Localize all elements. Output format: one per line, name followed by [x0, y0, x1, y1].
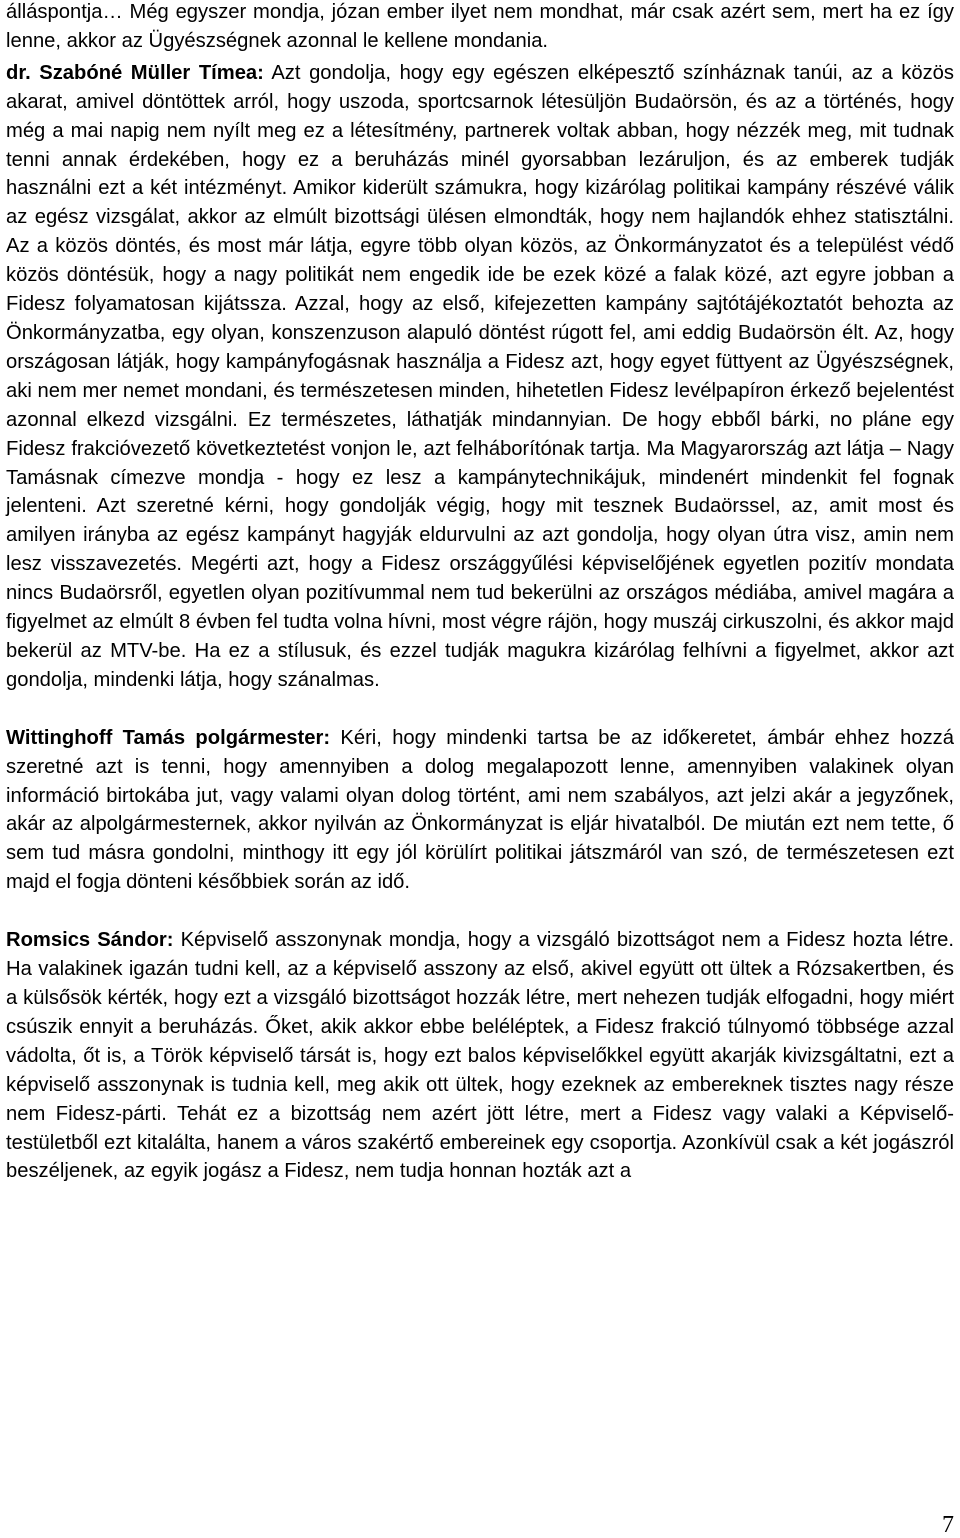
speaker-name: Romsics Sándor:: [6, 929, 174, 952]
page-number: 7: [942, 1512, 954, 1538]
paragraph-text: Képviselő asszonynak mondja, hogy a vizsgáló bizottságot nem a Fidesz hozta létre. Ha valakinek igazán tudni kell, az a képviselő asszony az első, akivel együtt ott ültek a Rózsakertben, és a külsősök kérték, hogy ezt a vizsgáló bizottságot hozzák létre, mert nehezen tudják elfogadni, hogy miért csúszik ennyit a beruházás. Őket, akik akkor ebbe beléléptek, a Fidesz frakció túlnyomó többsége azzal vádolta, őt is, a Török képviselő társát is, hogy ezt balos képviselőkkel együtt akarják kivizsgáltatni, ezt a képviselő asszonynak is tudnia kell, meg akik ott ültek, hogy ezeknek az embereknek tisztes nagy része nem Fidesz-párti. Tehát ez a bizottság nem azért jött létre, mert a Fidesz vagy valaki a Képviselő-testületből ezt kitalálta, hanem a város szakértő embereinek egy csoportja. Azonkívül csak a két jogászról beszéljenek, az egyik jogász a Fidesz, nem tudja honnan hozták azt a: [6, 929, 955, 1183]
paragraph-wittinghoff: [6, 724, 954, 897]
paragraph-text: Azt gondolja, hogy egy egészen elképesztő színháznak tanúi, az a közös akarat, amivel döntöttek arról, hogy uszoda, sportcsarnok létesüljön Budaörsön, és az a történés, hogy még a mai napig nem nyílt meg ez a létesítmény, partnerek voltak abban, hogy nézzék meg, mit tudnak tenni annak érdekében, hogy ez a beruházás minél gyorsabban lezáruljon, és az emberek tudják használni ezt a két intézményt. Amikor kiderült számukra, hogy kizárólag politikai kampány részévé válik az egész vizsgálat, akkor az elmúlt bizottsági ülésen elmondták, hogy nem hajlandók ehhez statisztálni. Az a közös döntés, és most már látja, egyre több olyan közös, az Önkormányzatot és a települést védő közös döntésük, hogy a nagy politikát nem engedik ide be ezek közé a falak közé, azt egyre jobban a Fidesz folyamatosan kijátssza. Azzal, hogy az első, kifejezetten kampány sajtótájékoztatót behozta az Önkormányzatba, egy olyan, konszenzuson alapuló döntést rúgott fel, ami eddig Budaörsön élt. Az, hogy országosan látják, hogy kampányfogásnak használja a Fidesz azt, hogy egyet füttyent az Ügyészségnek, aki nem mer nemet mondani, és természetesen minden, hihetetlen Fidesz levélpapíron érkező bejelentést azonnal elkezd vizsgálni. Ez természetes, láthatják mindannyian. De hogy ebből bárki, no pláne egy Fidesz frakcióvezető következtetést vonjon le, azt felháborítónak tartja. Ma Magyarország azt látja – Nagy Tamásnak címezve mondja - hogy ez lesz a kampánytechnikájuk, mindenért mindenkit fel fognak jelenteni. Azt szeretné kérni, hogy gondolják végig, hogy mit tesznek Budaörssel, az, amit most és amilyen irányba az egész kampányt hagyják eldurvulni az azt gondolja, hogy olyan útra visz, amin nem lesz visszavezetés. Megérti azt, hogy a Fidesz országgyűlési képviselőjének egyetlen pozitív mondata nincs Budaörsről, egyetlen olyan pozitívummal nem tud bekerülni az országos médiába, amivel magára a figyelmet az elmúlt 8 évben fel tudta volna hívni, most végre rájön, hogy muszáj cirkuszolni, és akkor majd bekerül az MTV-be. Ha ez a stílusuk, és ezzel tudják magukra kizárólag felhívni a figyelmet, akkor azt gondolja, mindenki látja, hogy szánalmas.: [6, 61, 954, 691]
paragraph-text: álláspontja… Még egyszer mondja, józan ember ilyet nem mondhat, már csak azért sem, mert ha ez így lenne, akkor az Ügyészségnek azonnal le kellene mondania.: [6, 1, 954, 52]
document-page: [6, 0, 954, 1186]
paragraph-continuation: [6, 0, 954, 56]
speaker-name: Wittinghoff Tamás polgármester:: [6, 726, 331, 749]
speaker-name: dr. Szabóné Müller Tímea:: [6, 61, 264, 84]
paragraph-szabone: [6, 59, 954, 695]
paragraph-text: Kéri, hogy mindenki tartsa be az időkeretet, ámbár ehhez hozzá szeretné azt is tenni, hogy amennyiben a dolog megalapozott lenne, amennyiben valakinek olyan információ birtokába jut, vagy valami olyan dolog történt, ami nem szabályos, azt jelzi akár a jegyzőnek, akár az alpolgármesternek, akkor nyilván az Önkormányzat is eljár hivatalból. De miután ezt nem tette, ő sem tud másra gondolni, minthogy itt egy jól körülírt politikai játszmáról van szó, de természetesen ezt majd el fogja dönteni későbbiek során az idő.: [6, 726, 954, 894]
paragraph-romsics: [6, 926, 954, 1186]
